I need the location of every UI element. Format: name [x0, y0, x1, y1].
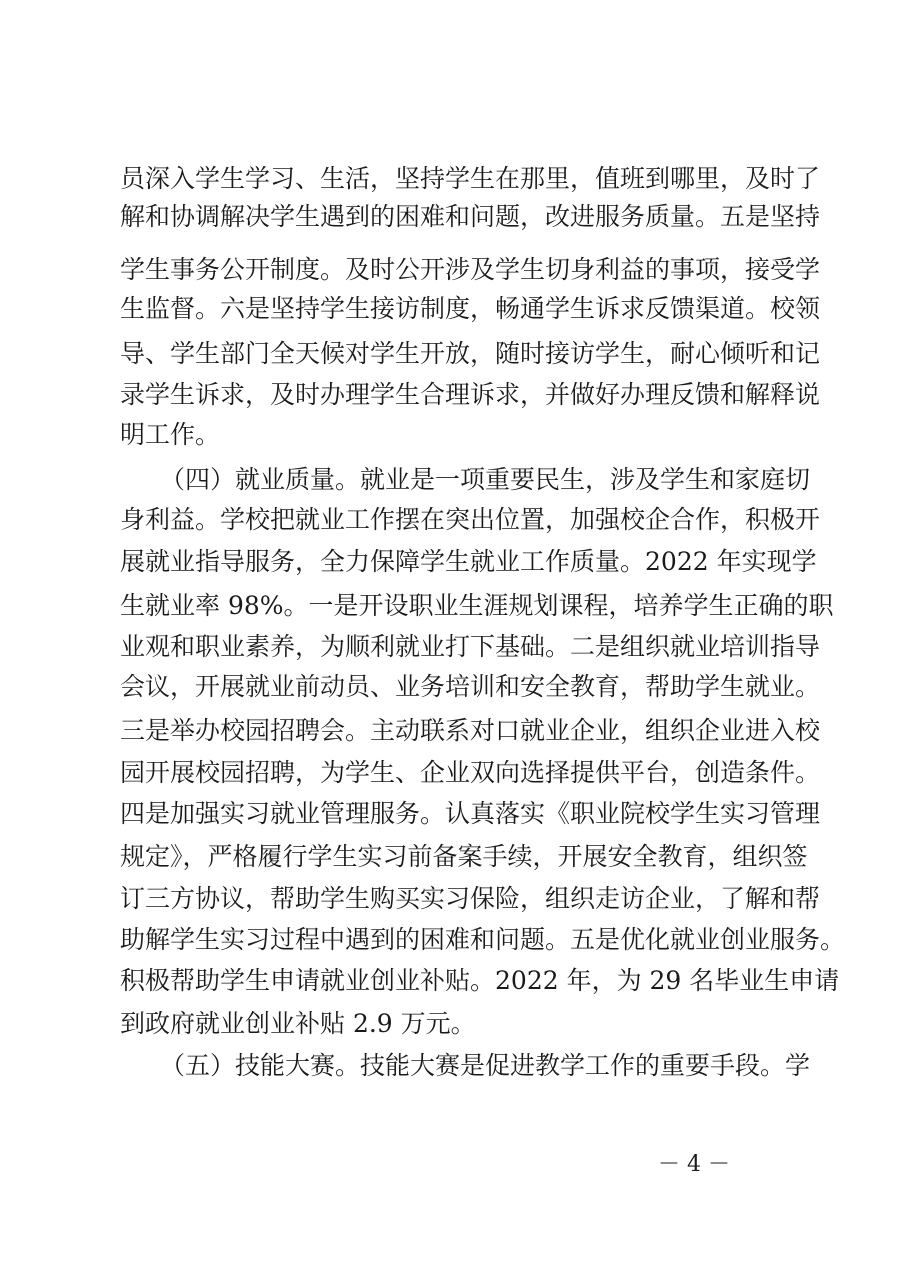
body-text-line: 明工作。 [120, 420, 221, 449]
body-text-line: 三是举办校园招聘会。主动联系对口就业企业，组织企业进入校 [120, 716, 821, 745]
body-text-line: 导、学生部门全天候对学生开放，随时接访学生，耐心倾听和记 [120, 339, 821, 368]
body-text-line: 录学生诉求，及时办理学生合理诉求，并做好办理反馈和解释说 [120, 380, 821, 409]
body-text-line: 生监督。六是坚持学生接访制度，畅通学生诉求反馈渠道。校领 [120, 294, 821, 323]
body-text-line: 身利益。学校把就业工作摆在突出位置，加强校企合作，积极开 [120, 505, 821, 534]
body-text-line: 四是加强实习就业管理服务。认真落实《职业院校学生实习管理 [120, 799, 821, 828]
body-text-line: 会议，开展就业前动员、业务培训和安全教育，帮助学生就业。 [120, 672, 821, 701]
body-text-line: 展就业指导服务，全力保障学生就业工作质量。2022 年实现学 [120, 547, 817, 576]
body-text-line: 生就业率 98%。一是开设职业生涯规划课程，培养学生正确的职 [120, 591, 834, 620]
body-text-line: 园开展校园招聘，为学生、企业双向选择提供平台，创造条件。 [120, 758, 821, 787]
section-heading-line: （五）技能大赛。技能大赛是促进教学工作的重要手段。学 [160, 1051, 811, 1080]
body-text-line: 助解学生实习过程中遇到的困难和问题。五是优化就业创业服务。 [120, 925, 846, 954]
body-text-line: 员深入学生学习、生活，坚持学生在那里，值班到哪里，及时了 [120, 164, 821, 193]
page-number: － 4 － [658, 1152, 730, 1177]
body-text-line: 规定》，严格履行学生实习前备案手续，开展安全教育，组织签 [120, 842, 808, 871]
body-text-line: 到政府就业创业补贴 2.9 万元。 [120, 1009, 476, 1038]
body-text-line: 业观和职业素养，为顺利就业打下基础。二是组织就业培训指导 [120, 632, 821, 661]
body-text-line: 积极帮助学生申请就业创业补贴。2022 年，为 29 名毕业生申请 [120, 966, 840, 995]
body-text-line: 解和协调解决学生遇到的困难和问题，改进服务质量。五是坚持 [120, 202, 821, 231]
body-text-line: 订三方协议，帮助学生购买实习保险，组织走访企业，了解和帮 [120, 884, 821, 913]
section-heading-line: （四）就业质量。就业是一项重要民生，涉及学生和家庭切 [160, 465, 811, 494]
body-text-line: 学生事务公开制度。及时公开涉及学生切身利益的事项，接受学 [120, 255, 821, 284]
